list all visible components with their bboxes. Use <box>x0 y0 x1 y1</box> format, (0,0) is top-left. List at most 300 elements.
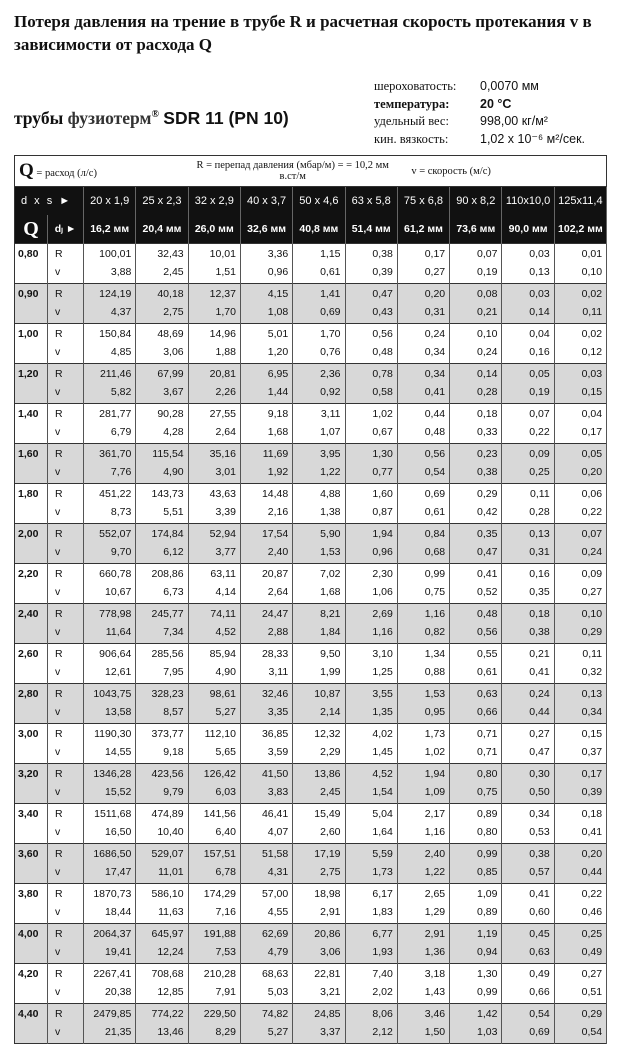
property-row <box>374 96 585 114</box>
table-row <box>15 625 607 644</box>
velocity-cell: 1,43 <box>397 985 449 1004</box>
v-label: v <box>48 705 84 724</box>
pressure-loss-cell: 74,82 <box>240 1004 292 1026</box>
pressure-loss-cell: 13,86 <box>293 764 345 786</box>
pressure-loss-cell: 20,81 <box>188 364 240 386</box>
velocity-cell: 0,54 <box>397 465 449 484</box>
velocity-cell: 0,16 <box>502 345 554 364</box>
pressure-loss-cell: 0,16 <box>502 564 554 586</box>
pressure-loss-cell: 1,70 <box>293 324 345 346</box>
table-row <box>15 724 607 746</box>
velocity-cell: 0,51 <box>554 985 606 1004</box>
pressure-loss-cell: 5,04 <box>345 804 397 826</box>
r-label: R <box>48 644 84 666</box>
pressure-loss-cell: 0,03 <box>554 364 606 386</box>
velocity-cell: 0,34 <box>397 345 449 364</box>
pressure-loss-cell: 0,56 <box>397 444 449 466</box>
velocity-cell: 1,16 <box>345 625 397 644</box>
velocity-cell: 1,09 <box>397 785 449 804</box>
v-label: v <box>48 905 84 924</box>
flow-rate-cell: 1,20 <box>15 364 48 386</box>
pressure-loss-cell: 229,50 <box>188 1004 240 1026</box>
pressure-loss-cell: 0,18 <box>450 404 502 426</box>
pressure-loss-cell: 1,53 <box>397 684 449 706</box>
dimension-header: 40 x 3,7 <box>240 187 292 216</box>
velocity-cell: 1,83 <box>345 905 397 924</box>
velocity-cell: 1,64 <box>345 825 397 844</box>
table-body <box>15 244 607 1044</box>
pressure-loss-cell: 40,18 <box>136 284 188 306</box>
pressure-loss-cell: 20,86 <box>293 924 345 946</box>
pressure-loss-cell: 8,06 <box>345 1004 397 1026</box>
velocity-cell: 1,07 <box>293 425 345 444</box>
v-label: v <box>48 425 84 444</box>
velocity-cell: 0,89 <box>450 905 502 924</box>
pressure-loss-cell: 361,70 <box>84 444 136 466</box>
velocity-cell: 0,69 <box>293 305 345 324</box>
pressure-loss-cell: 210,28 <box>188 964 240 986</box>
pressure-loss-cell: 281,77 <box>84 404 136 426</box>
pressure-loss-cell: 191,88 <box>188 924 240 946</box>
velocity-cell: 0,28 <box>450 385 502 404</box>
pressure-loss-cell: 1,94 <box>345 524 397 546</box>
pressure-loss-cell: 0,45 <box>502 924 554 946</box>
velocity-cell: 0,54 <box>554 1025 606 1044</box>
pressure-loss-cell: 0,18 <box>554 804 606 826</box>
pressure-loss-cell: 12,37 <box>188 284 240 306</box>
velocity-cell: 13,58 <box>84 705 136 724</box>
velocity-cell: 1,38 <box>293 505 345 524</box>
v-label: v <box>48 545 84 564</box>
pressure-loss-cell: 6,77 <box>345 924 397 946</box>
velocity-cell: 0,76 <box>293 345 345 364</box>
flow-rate-cell: 4,40 <box>15 1004 48 1026</box>
velocity-cell: 11,63 <box>136 905 188 924</box>
velocity-cell: 0,50 <box>502 785 554 804</box>
pressure-loss-cell: 24,47 <box>240 604 292 626</box>
velocity-cell: 3,39 <box>188 505 240 524</box>
table-row <box>15 684 607 706</box>
pressure-loss-cell: 1870,73 <box>84 884 136 906</box>
pressure-loss-cell: 0,63 <box>450 684 502 706</box>
r-label: R <box>48 764 84 786</box>
velocity-cell: 7,91 <box>188 985 240 1004</box>
pressure-loss-cell: 17,19 <box>293 844 345 866</box>
table-row <box>15 924 607 946</box>
pressure-loss-cell: 2,40 <box>397 844 449 866</box>
velocity-cell: 8,57 <box>136 705 188 724</box>
pressure-loss-cell: 774,22 <box>136 1004 188 1026</box>
property-value: 20 °С <box>480 96 512 111</box>
flow-rate-cell: 2,00 <box>15 524 48 546</box>
table-row <box>15 465 607 484</box>
pressure-loss-cell: 0,41 <box>450 564 502 586</box>
pressure-loss-cell: 529,07 <box>136 844 188 866</box>
pressure-loss-cell: 36,85 <box>240 724 292 746</box>
pressure-loss-cell: 3,18 <box>397 964 449 986</box>
velocity-cell: 0,34 <box>554 705 606 724</box>
r-label: R <box>48 964 84 986</box>
velocity-cell: 7,53 <box>188 945 240 964</box>
v-label: v <box>48 385 84 404</box>
pressure-loss-cell: 0,01 <box>554 244 606 266</box>
pressure-loss-cell: 0,80 <box>450 764 502 786</box>
velocity-cell: 16,50 <box>84 825 136 844</box>
pressure-loss-cell: 18,98 <box>293 884 345 906</box>
pressure-loss-cell: 0,10 <box>554 604 606 626</box>
velocity-cell: 0,61 <box>397 505 449 524</box>
flow-rate-cell: 1,80 <box>15 484 48 506</box>
velocity-cell: 4,52 <box>188 625 240 644</box>
velocity-cell: 0,61 <box>450 665 502 684</box>
velocity-cell: 0,17 <box>554 425 606 444</box>
pressure-loss-cell: 141,56 <box>188 804 240 826</box>
velocity-cell: 0,28 <box>502 505 554 524</box>
velocity-cell: 5,65 <box>188 745 240 764</box>
pressure-loss-cell: 0,71 <box>450 724 502 746</box>
pressure-loss-cell: 2,69 <box>345 604 397 626</box>
pressure-loss-cell: 35,16 <box>188 444 240 466</box>
velocity-cell: 3,21 <box>293 985 345 1004</box>
inner-diameter-header: 102,2 мм <box>554 215 606 244</box>
pressure-loss-cell: 12,32 <box>293 724 345 746</box>
v-label: v <box>48 785 84 804</box>
flow-rate-cell <box>15 1025 48 1044</box>
pressure-loss-cell: 28,33 <box>240 644 292 666</box>
velocity-cell: 10,67 <box>84 585 136 604</box>
r-label: R <box>48 244 84 266</box>
velocity-cell: 15,52 <box>84 785 136 804</box>
dimension-header: 75 x 6,8 <box>397 187 449 216</box>
pressure-loss-cell: 0,11 <box>502 484 554 506</box>
velocity-cell: 0,22 <box>554 505 606 524</box>
table-row <box>15 385 607 404</box>
velocity-cell: 18,44 <box>84 905 136 924</box>
table-row <box>15 844 607 866</box>
velocity-cell: 5,51 <box>136 505 188 524</box>
velocity-cell: 0,15 <box>554 385 606 404</box>
velocity-cell: 6,40 <box>188 825 240 844</box>
velocity-cell: 11,01 <box>136 865 188 884</box>
dxs-label: d x s ► <box>15 187 84 216</box>
velocity-cell: 0,19 <box>502 385 554 404</box>
velocity-cell: 7,76 <box>84 465 136 484</box>
pressure-loss-cell: 708,68 <box>136 964 188 986</box>
velocity-cell: 0,32 <box>554 665 606 684</box>
pressure-loss-cell: 85,94 <box>188 644 240 666</box>
velocity-cell: 0,27 <box>554 585 606 604</box>
table-row <box>15 545 607 564</box>
pressure-loss-cell: 67,99 <box>136 364 188 386</box>
pressure-loss-cell: 0,24 <box>397 324 449 346</box>
pressure-loss-cell: 32,46 <box>240 684 292 706</box>
velocity-cell: 0,53 <box>502 825 554 844</box>
flow-rate-cell: 4,20 <box>15 964 48 986</box>
velocity-cell: 1,20 <box>240 345 292 364</box>
pressure-loss-cell: 0,44 <box>397 404 449 426</box>
velocity-cell: 1,03 <box>450 1025 502 1044</box>
flow-rate-cell: 1,40 <box>15 404 48 426</box>
velocity-cell: 0,44 <box>554 865 606 884</box>
velocity-cell: 2,14 <box>293 705 345 724</box>
velocity-cell: 2,91 <box>293 905 345 924</box>
velocity-cell: 0,48 <box>397 425 449 444</box>
pressure-loss-cell: 112,10 <box>188 724 240 746</box>
table-row <box>15 604 607 626</box>
velocity-cell: 0,14 <box>502 305 554 324</box>
pressure-loss-cell: 22,81 <box>293 964 345 986</box>
q-legend-text: = расход (л/с) <box>36 168 97 179</box>
velocity-cell: 0,75 <box>397 585 449 604</box>
pressure-loss-cell: 124,19 <box>84 284 136 306</box>
velocity-cell: 1,35 <box>345 705 397 724</box>
velocity-cell: 1,68 <box>240 425 292 444</box>
pressure-loss-cell: 0,21 <box>502 644 554 666</box>
q-symbol: Q <box>19 160 34 181</box>
velocity-cell: 0,29 <box>554 625 606 644</box>
velocity-cell: 4,55 <box>240 905 292 924</box>
velocity-cell: 0,39 <box>554 785 606 804</box>
pressure-loss-cell: 2,17 <box>397 804 449 826</box>
pressure-loss-cell: 43,63 <box>188 484 240 506</box>
velocity-cell: 9,70 <box>84 545 136 564</box>
velocity-cell: 1,93 <box>345 945 397 964</box>
velocity-cell: 1,36 <box>397 945 449 964</box>
pressure-loss-cell: 41,50 <box>240 764 292 786</box>
velocity-cell: 0,56 <box>450 625 502 644</box>
inner-diameter-row <box>15 215 607 244</box>
pressure-loss-cell: 0,03 <box>502 284 554 306</box>
velocity-cell: 0,47 <box>502 745 554 764</box>
velocity-cell: 10,40 <box>136 825 188 844</box>
property-label: шероховатость: <box>374 79 457 93</box>
velocity-cell: 1,51 <box>188 265 240 284</box>
flow-rate-cell <box>15 585 48 604</box>
pressure-loss-cell: 150,84 <box>84 324 136 346</box>
pressure-loss-cell: 328,23 <box>136 684 188 706</box>
r-label: R <box>48 484 84 506</box>
dimension-header: 125x11,4 <box>554 187 606 216</box>
velocity-cell: 2,45 <box>136 265 188 284</box>
r-label: R <box>48 724 84 746</box>
q-column-header: Q <box>15 215 48 244</box>
inner-diameter-header: 61,2 мм <box>397 215 449 244</box>
velocity-cell: 0,67 <box>345 425 397 444</box>
pressure-loss-cell: 6,17 <box>345 884 397 906</box>
velocity-cell: 8,29 <box>188 1025 240 1044</box>
dimension-header: 63 x 5,8 <box>345 187 397 216</box>
pressure-loss-cell: 2,65 <box>397 884 449 906</box>
table-row <box>15 865 607 884</box>
pressure-loss-cell: 9,50 <box>293 644 345 666</box>
velocity-cell: 0,77 <box>345 465 397 484</box>
dimension-header: 110x10,0 <box>502 187 554 216</box>
velocity-cell: 0,24 <box>450 345 502 364</box>
velocity-cell: 2,60 <box>293 825 345 844</box>
velocity-cell: 0,69 <box>502 1025 554 1044</box>
flow-rate-cell: 2,60 <box>15 644 48 666</box>
velocity-cell: 1,84 <box>293 625 345 644</box>
pressure-loss-cell: 15,49 <box>293 804 345 826</box>
velocity-cell: 2,12 <box>345 1025 397 1044</box>
velocity-cell: 4,28 <box>136 425 188 444</box>
pressure-loss-cell: 2,30 <box>345 564 397 586</box>
velocity-cell: 1,16 <box>397 825 449 844</box>
legend-row <box>15 156 607 187</box>
velocity-cell: 3,59 <box>240 745 292 764</box>
pressure-loss-cell: 0,84 <box>397 524 449 546</box>
r-label: R <box>48 564 84 586</box>
v-label: v <box>48 505 84 524</box>
velocity-cell: 4,79 <box>240 945 292 964</box>
pressure-loss-cell: 4,88 <box>293 484 345 506</box>
pressure-loss-cell: 5,59 <box>345 844 397 866</box>
velocity-cell: 0,85 <box>450 865 502 884</box>
velocity-cell: 0,49 <box>554 945 606 964</box>
velocity-cell: 0,99 <box>450 985 502 1004</box>
pressure-loss-cell: 2064,37 <box>84 924 136 946</box>
flow-rate-cell: 3,80 <box>15 884 48 906</box>
velocity-cell: 3,06 <box>293 945 345 964</box>
velocity-cell: 0,22 <box>502 425 554 444</box>
flow-rate-cell <box>15 385 48 404</box>
velocity-cell: 0,41 <box>554 825 606 844</box>
table-row <box>15 305 607 324</box>
pressure-loss-cell: 4,15 <box>240 284 292 306</box>
pressure-loss-cell: 423,56 <box>136 764 188 786</box>
pressure-loss-cell: 0,20 <box>554 844 606 866</box>
velocity-cell: 1,45 <box>345 745 397 764</box>
pressure-loss-cell: 3,46 <box>397 1004 449 1026</box>
pressure-loss-cell: 0,05 <box>554 444 606 466</box>
pressure-loss-cell: 0,11 <box>554 644 606 666</box>
pressure-loss-cell: 10,01 <box>188 244 240 266</box>
velocity-cell: 1,29 <box>397 905 449 924</box>
table-row <box>15 564 607 586</box>
pressure-loss-cell: 373,77 <box>136 724 188 746</box>
pressure-loss-cell: 1,09 <box>450 884 502 906</box>
pressure-loss-cell: 3,10 <box>345 644 397 666</box>
velocity-cell: 2,64 <box>240 585 292 604</box>
pressure-loss-cell: 17,54 <box>240 524 292 546</box>
pressure-loss-cell: 0,89 <box>450 804 502 826</box>
velocity-cell: 19,41 <box>84 945 136 964</box>
r-label: R <box>48 324 84 346</box>
table-row <box>15 785 607 804</box>
velocity-cell: 0,58 <box>345 385 397 404</box>
v-label: v <box>48 265 84 284</box>
pressure-loss-cell: 1686,50 <box>84 844 136 866</box>
pressure-loss-cell: 1190,30 <box>84 724 136 746</box>
velocity-cell: 3,06 <box>136 345 188 364</box>
velocity-cell: 0,68 <box>397 545 449 564</box>
pressure-loss-cell: 285,56 <box>136 644 188 666</box>
flow-rate-cell <box>15 305 48 324</box>
pressure-loss-cell: 0,27 <box>502 724 554 746</box>
pressure-loss-cell: 906,64 <box>84 644 136 666</box>
velocity-cell: 20,38 <box>84 985 136 1004</box>
velocity-cell: 1,73 <box>345 865 397 884</box>
pressure-loss-cell: 32,43 <box>136 244 188 266</box>
velocity-cell: 0,38 <box>450 465 502 484</box>
pressure-loss-cell: 1,34 <box>397 644 449 666</box>
flow-rate-cell <box>15 865 48 884</box>
velocity-cell: 0,47 <box>450 545 502 564</box>
pressure-loss-cell: 143,73 <box>136 484 188 506</box>
pressure-loss-cell: 2,91 <box>397 924 449 946</box>
velocity-cell: 3,01 <box>188 465 240 484</box>
inner-diameter-header: 32,6 мм <box>240 215 292 244</box>
velocity-cell: 3,67 <box>136 385 188 404</box>
velocity-cell: 12,24 <box>136 945 188 964</box>
flow-rate-cell <box>15 785 48 804</box>
table-row <box>15 244 607 266</box>
property-value: 1,02 x 10⁻⁶ м²/сек. <box>480 131 586 146</box>
flow-rate-cell <box>15 985 48 1004</box>
velocity-cell: 4,37 <box>84 305 136 324</box>
velocity-cell: 13,46 <box>136 1025 188 1044</box>
pressure-loss-cell: 1043,75 <box>84 684 136 706</box>
table-row <box>15 425 607 444</box>
velocity-cell: 0,43 <box>345 305 397 324</box>
r-label: R <box>48 524 84 546</box>
property-row <box>374 78 585 96</box>
legend-q <box>15 156 189 187</box>
table-row <box>15 1025 607 1044</box>
flow-rate-cell: 1,60 <box>15 444 48 466</box>
table-row <box>15 345 607 364</box>
legend-r: R = перепад давления (мбар/м) = = 10,2 мм в.ст/м <box>188 156 397 187</box>
pressure-loss-cell: 1,16 <box>397 604 449 626</box>
velocity-cell: 1,22 <box>293 465 345 484</box>
pressure-loss-cell: 2479,85 <box>84 1004 136 1026</box>
pressure-loss-cell: 1511,68 <box>84 804 136 826</box>
pressure-loss-cell: 0,49 <box>502 964 554 986</box>
velocity-cell: 0,19 <box>450 265 502 284</box>
r-label: R <box>48 924 84 946</box>
pressure-loss-cell: 0,38 <box>345 244 397 266</box>
inner-diameter-header: 40,8 мм <box>293 215 345 244</box>
velocity-cell: 1,44 <box>240 385 292 404</box>
pressure-loss-cell: 208,86 <box>136 564 188 586</box>
velocity-cell: 1,06 <box>345 585 397 604</box>
dimension-header: 20 x 1,9 <box>84 187 136 216</box>
pressure-loss-cell: 3,11 <box>293 404 345 426</box>
pressure-loss-cell: 0,56 <box>345 324 397 346</box>
pressure-loss-cell: 52,94 <box>188 524 240 546</box>
pressure-loss-cell: 645,97 <box>136 924 188 946</box>
velocity-cell: 2,64 <box>188 425 240 444</box>
velocity-cell: 1,50 <box>397 1025 449 1044</box>
inner-diameter-header: 26,0 мм <box>188 215 240 244</box>
registered-mark: ® <box>151 109 159 121</box>
pressure-loss-cell: 0,08 <box>450 284 502 306</box>
pressure-loss-cell: 0,17 <box>554 764 606 786</box>
pressure-loss-cell: 0,17 <box>397 244 449 266</box>
pressure-loss-cell: 0,03 <box>502 244 554 266</box>
pressure-loss-cell: 90,28 <box>136 404 188 426</box>
velocity-cell: 0,63 <box>502 945 554 964</box>
pressure-loss-cell: 0,07 <box>554 524 606 546</box>
velocity-cell: 5,03 <box>240 985 292 1004</box>
velocity-cell: 2,88 <box>240 625 292 644</box>
velocity-cell: 1,53 <box>293 545 345 564</box>
velocity-cell: 2,75 <box>293 865 345 884</box>
pressure-loss-cell: 0,47 <box>345 284 397 306</box>
property-label: температура: <box>374 96 450 111</box>
velocity-cell: 0,13 <box>502 265 554 284</box>
table-row <box>15 825 607 844</box>
